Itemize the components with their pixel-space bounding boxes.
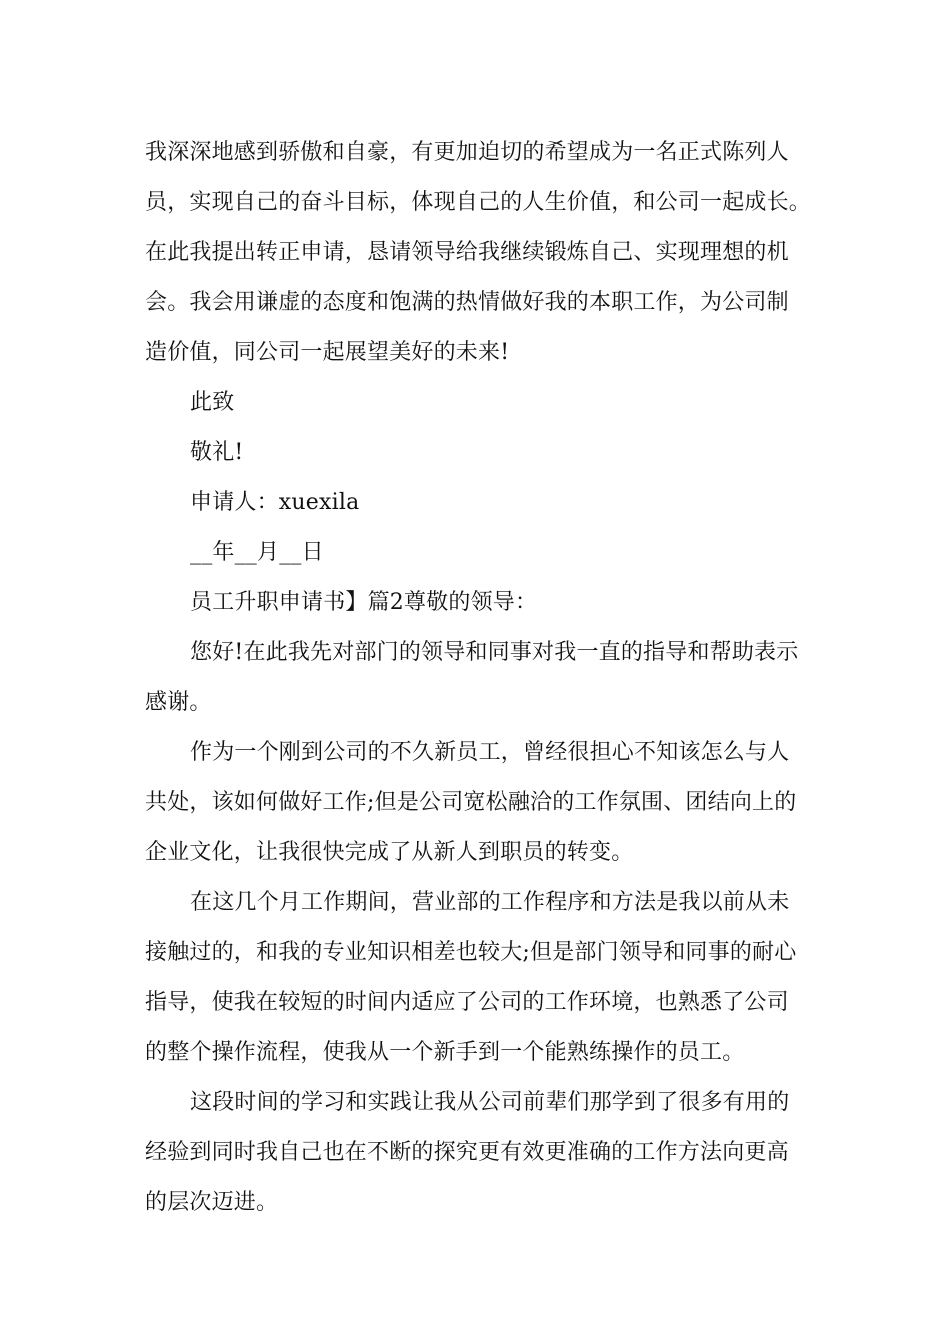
- paragraph-line: 作为一个刚到公司的不久新员工，曾经很担心不知该怎么与人: [190, 740, 790, 765]
- paragraph-line: 接触过的，和我的专业知识相差也较大;但是部门领导和同事的耐心: [145, 940, 797, 965]
- paragraph-line: 指导，使我在较短的时间内适应了公司的工作环境，也熟悉了公司: [145, 990, 789, 1015]
- paragraph-line: 在这几个月工作期间，营业部的工作程序和方法是我以前从未: [190, 890, 790, 915]
- section-heading: 员工升职申请书】篇2尊敬的领导：: [190, 590, 538, 615]
- salutation-line: 敬礼!: [190, 440, 244, 465]
- applicant-line: 申请人：xuexila: [190, 490, 360, 515]
- paragraph-line: 这段时间的学习和实践让我从公司前辈们那学到了很多有用的: [190, 1090, 790, 1115]
- paragraph-line: 企业文化，让我很快完成了从新人到职员的转变。: [145, 840, 634, 865]
- paragraph-line: 员，实现自己的奋斗目标，体现自己的人生价值，和公司一起成长。: [145, 190, 812, 215]
- paragraph-line: 感谢。: [145, 690, 212, 715]
- paragraph-line: 共处，该如何做好工作;但是公司宽松融洽的工作氛围、团结向上的: [145, 790, 797, 815]
- paragraph-line: 会。我会用谦虚的态度和饱满的热情做好我的本职工作，为公司制: [145, 290, 789, 315]
- date-line: __年__月__日: [190, 540, 324, 565]
- paragraph-line: 经验到同时我自己也在不断的探究更有效更准确的工作方法向更高: [145, 1140, 789, 1165]
- paragraph-line: 造价值，同公司一起展望美好的未来!: [145, 340, 510, 365]
- paragraph-line: 的层次迈进。: [145, 1190, 279, 1215]
- paragraph-line: 的整个操作流程，使我从一个新手到一个能熟练操作的员工。: [145, 1040, 745, 1065]
- paragraph-line: 我深深地感到骄傲和自豪，有更加迫切的希望成为一名正式陈列人: [145, 140, 789, 165]
- paragraph-line: 在此我提出转正申请，恳请领导给我继续锻炼自己、实现理想的机: [145, 240, 789, 265]
- paragraph-line: 您好!在此我先对部门的领导和同事对我一直的指导和帮助表示: [190, 640, 799, 665]
- closing-line: 此致: [190, 390, 235, 415]
